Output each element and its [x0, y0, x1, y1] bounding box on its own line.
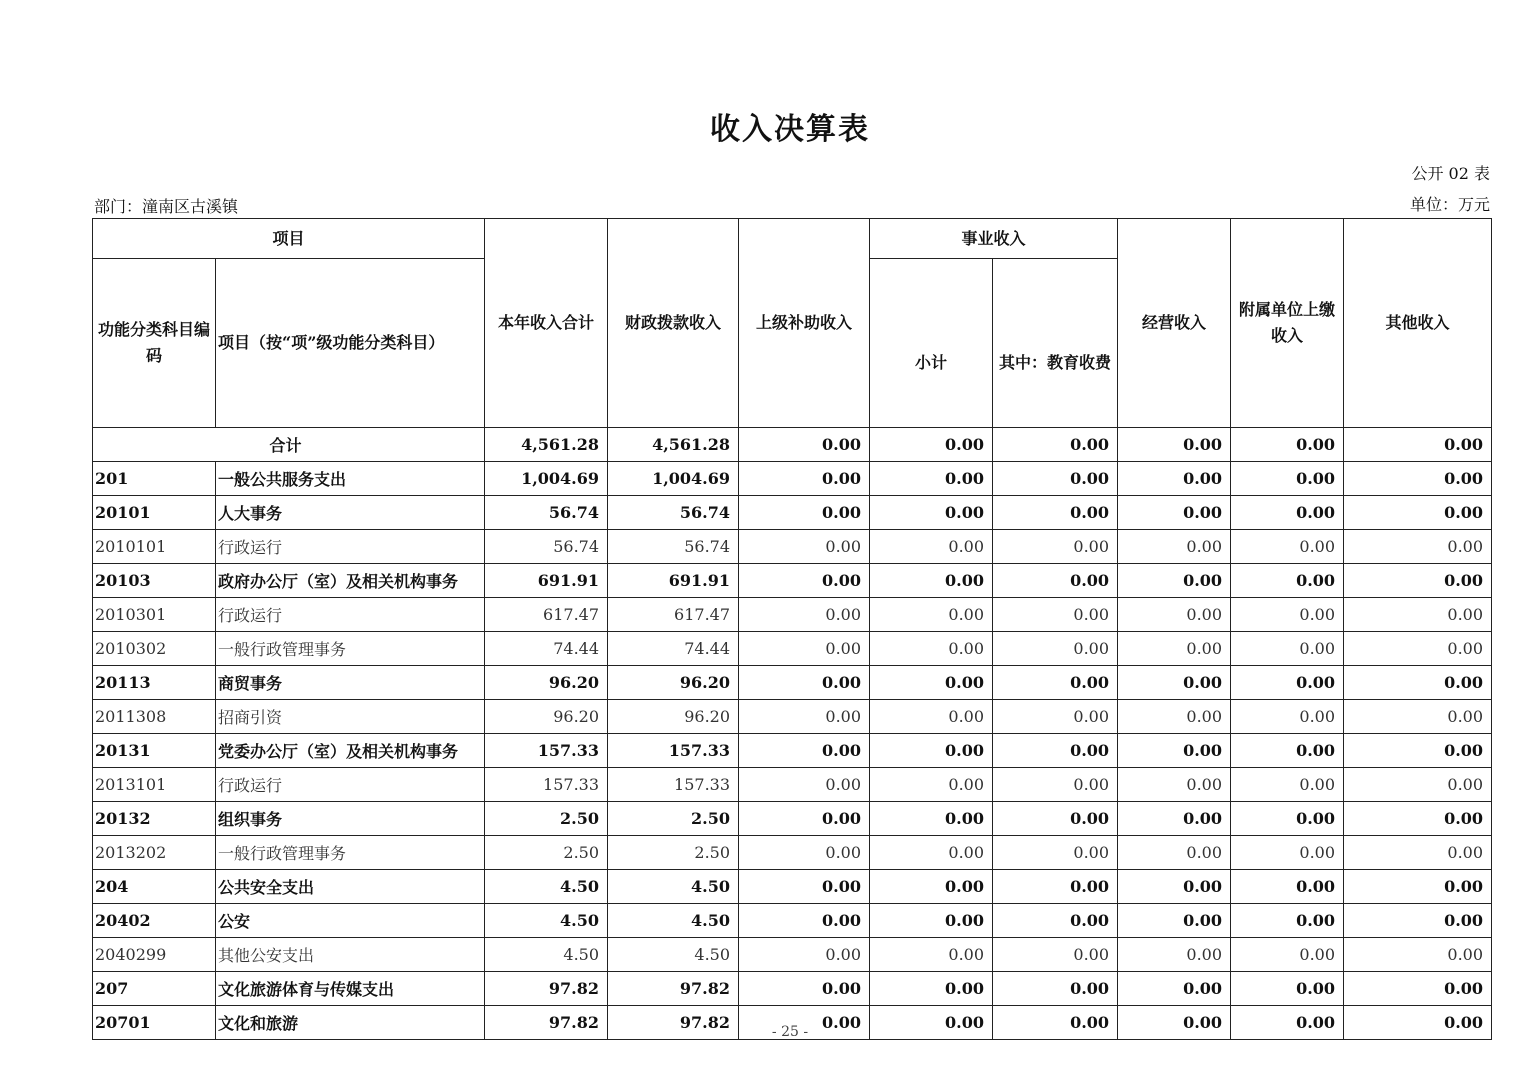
row-value: 56.74	[485, 496, 608, 530]
row-code: 2013202	[93, 836, 216, 870]
row-value: 0.00	[1118, 700, 1231, 734]
row-value: 0.00	[1118, 938, 1231, 972]
row-value: 0.00	[870, 598, 993, 632]
header-business-income: 事业收入	[870, 219, 1118, 259]
row-value: 0.00	[993, 768, 1118, 802]
row-value: 0.00	[1344, 904, 1492, 938]
row-name: 文化和旅游	[216, 1006, 485, 1040]
row-name: 招商引资	[216, 700, 485, 734]
row-value: 0.00	[739, 632, 870, 666]
row-value: 0.00	[870, 632, 993, 666]
table-row	[93, 598, 1492, 632]
row-value: 2.50	[608, 836, 739, 870]
row-value: 0.00	[993, 666, 1118, 700]
row-value: 0.00	[993, 700, 1118, 734]
row-value: 96.20	[608, 666, 739, 700]
total-cell: 0.00	[739, 428, 870, 462]
row-value: 0.00	[870, 836, 993, 870]
row-value: 0.00	[1118, 496, 1231, 530]
row-value: 0.00	[870, 496, 993, 530]
row-value: 157.33	[608, 768, 739, 802]
row-value: 96.20	[608, 700, 739, 734]
row-code: 20132	[93, 802, 216, 836]
row-value: 0.00	[739, 734, 870, 768]
row-code: 20402	[93, 904, 216, 938]
row-name: 公共安全支出	[216, 870, 485, 904]
table-row	[93, 768, 1492, 802]
row-value: 0.00	[993, 734, 1118, 768]
row-value: 4.50	[608, 904, 739, 938]
header-fiscal: 财政拨款收入	[608, 219, 739, 428]
row-name: 一般行政管理事务	[216, 836, 485, 870]
total-cell: 4,561.28	[608, 428, 739, 462]
row-code: 2011308	[93, 700, 216, 734]
row-value: 0.00	[1231, 734, 1344, 768]
header-affiliated: 附属单位上缴收入	[1231, 219, 1344, 428]
row-value: 0.00	[1118, 632, 1231, 666]
row-value: 0.00	[1118, 972, 1231, 1006]
header-project: 项目	[93, 219, 485, 259]
table-row	[93, 802, 1492, 836]
row-value: 617.47	[485, 598, 608, 632]
row-value: 0.00	[739, 564, 870, 598]
row-value: 0.00	[1231, 598, 1344, 632]
row-value: 0.00	[993, 564, 1118, 598]
row-value: 0.00	[1344, 870, 1492, 904]
row-value: 2.50	[485, 836, 608, 870]
table-row	[93, 836, 1492, 870]
total-cell: 0.00	[1231, 428, 1344, 462]
row-value: 0.00	[1344, 938, 1492, 972]
row-value: 0.00	[870, 700, 993, 734]
row-value: 0.00	[739, 530, 870, 564]
row-value: 96.20	[485, 700, 608, 734]
row-name: 商贸事务	[216, 666, 485, 700]
row-value: 157.33	[485, 768, 608, 802]
row-value: 56.74	[608, 496, 739, 530]
row-value: 0.00	[1118, 666, 1231, 700]
row-value: 0.00	[993, 530, 1118, 564]
department-label: 部门：潼南区古溪镇	[94, 197, 239, 216]
row-name: 行政运行	[216, 598, 485, 632]
row-value: 1,004.69	[608, 462, 739, 496]
row-value: 4.50	[485, 870, 608, 904]
table-code: 公开 02 表	[1411, 164, 1490, 183]
row-name: 一般行政管理事务	[216, 632, 485, 666]
row-value: 0.00	[1118, 734, 1231, 768]
table-row	[93, 700, 1492, 734]
row-value: 0.00	[1231, 496, 1344, 530]
total-label: 合计	[93, 428, 485, 462]
row-value: 97.82	[608, 1006, 739, 1040]
row-value: 0.00	[1231, 462, 1344, 496]
row-value: 0.00	[993, 496, 1118, 530]
table-row	[93, 734, 1492, 768]
row-value: 0.00	[1344, 700, 1492, 734]
row-value: 96.20	[485, 666, 608, 700]
row-code: 204	[93, 870, 216, 904]
row-value: 0.00	[1118, 598, 1231, 632]
row-value: 0.00	[739, 938, 870, 972]
row-value: 0.00	[1231, 802, 1344, 836]
row-value: 0.00	[739, 1006, 870, 1040]
page-title: 收入决算表	[710, 112, 870, 147]
row-name: 党委办公厅（室）及相关机构事务	[216, 734, 485, 768]
row-code: 2010302	[93, 632, 216, 666]
row-value: 4.50	[608, 938, 739, 972]
row-value: 0.00	[870, 938, 993, 972]
row-value: 97.82	[485, 1006, 608, 1040]
table-row	[93, 666, 1492, 700]
row-code: 20131	[93, 734, 216, 768]
row-value: 0.00	[1118, 870, 1231, 904]
row-value: 0.00	[993, 462, 1118, 496]
row-value: 0.00	[1344, 632, 1492, 666]
row-value: 0.00	[993, 836, 1118, 870]
table-row	[93, 904, 1492, 938]
row-name: 公安	[216, 904, 485, 938]
row-value: 0.00	[1118, 802, 1231, 836]
row-value: 0.00	[993, 802, 1118, 836]
row-value: 0.00	[1344, 530, 1492, 564]
row-value: 0.00	[739, 972, 870, 1006]
row-code: 2010101	[93, 530, 216, 564]
row-value: 157.33	[485, 734, 608, 768]
row-value: 0.00	[739, 802, 870, 836]
row-value: 0.00	[739, 496, 870, 530]
row-value: 0.00	[739, 462, 870, 496]
row-name: 行政运行	[216, 768, 485, 802]
row-value: 0.00	[1231, 666, 1344, 700]
row-value: 0.00	[993, 870, 1118, 904]
row-value: 617.47	[608, 598, 739, 632]
row-value: 4.50	[608, 870, 739, 904]
row-value: 74.44	[608, 632, 739, 666]
row-value: 0.00	[1344, 462, 1492, 496]
row-value: 691.91	[485, 564, 608, 598]
header-project-name: 项目（按“项”级功能分类科目）	[216, 259, 485, 428]
row-value: 2.50	[608, 802, 739, 836]
income-table	[92, 218, 1492, 1040]
table-row	[93, 564, 1492, 598]
header-operating: 经营收入	[1118, 219, 1231, 428]
row-value: 157.33	[608, 734, 739, 768]
row-value: 0.00	[870, 530, 993, 564]
row-value: 97.82	[485, 972, 608, 1006]
row-value: 56.74	[485, 530, 608, 564]
table-row	[93, 496, 1492, 530]
header-superior: 上级补助收入	[739, 219, 870, 428]
row-value: 0.00	[739, 904, 870, 938]
table-row	[93, 938, 1492, 972]
row-value: 0.00	[1118, 462, 1231, 496]
row-value: 0.00	[1344, 564, 1492, 598]
header-func-code: 功能分类科目编码	[93, 259, 216, 428]
row-value: 0.00	[1118, 768, 1231, 802]
row-value: 0.00	[1231, 870, 1344, 904]
row-value: 0.00	[870, 1006, 993, 1040]
header-education-fee: 其中：教育收费	[993, 259, 1118, 428]
row-value: 0.00	[739, 870, 870, 904]
row-value: 0.00	[1118, 836, 1231, 870]
row-code: 2040299	[93, 938, 216, 972]
row-code: 20701	[93, 1006, 216, 1040]
row-value: 0.00	[1231, 1006, 1344, 1040]
total-row	[93, 428, 1492, 462]
row-value: 0.00	[1231, 972, 1344, 1006]
row-name: 一般公共服务支出	[216, 462, 485, 496]
row-value: 0.00	[739, 700, 870, 734]
header-other: 其他收入	[1344, 219, 1492, 428]
row-value: 0.00	[1118, 530, 1231, 564]
total-cell: 4,561.28	[485, 428, 608, 462]
page-number: - 25 -	[771, 1024, 809, 1040]
row-value: 0.00	[1344, 1006, 1492, 1040]
row-value: 0.00	[1344, 972, 1492, 1006]
row-value: 0.00	[870, 666, 993, 700]
row-value: 0.00	[870, 904, 993, 938]
table-row	[93, 530, 1492, 564]
header-total-income: 本年收入合计	[485, 219, 608, 428]
row-value: 2.50	[485, 802, 608, 836]
row-value: 0.00	[1118, 1006, 1231, 1040]
row-code: 2013101	[93, 768, 216, 802]
table-row	[93, 870, 1492, 904]
row-name: 文化旅游体育与传媒支出	[216, 972, 485, 1006]
row-value: 0.00	[1231, 768, 1344, 802]
row-code: 20101	[93, 496, 216, 530]
row-name: 政府办公厅（室）及相关机构事务	[216, 564, 485, 598]
row-value: 0.00	[993, 1006, 1118, 1040]
row-value: 0.00	[739, 768, 870, 802]
row-value: 0.00	[870, 462, 993, 496]
row-code: 201	[93, 462, 216, 496]
row-value: 0.00	[1344, 598, 1492, 632]
row-value: 0.00	[1344, 768, 1492, 802]
row-value: 0.00	[1344, 802, 1492, 836]
row-value: 0.00	[1344, 666, 1492, 700]
row-code: 20113	[93, 666, 216, 700]
row-name: 其他公安支出	[216, 938, 485, 972]
table-row	[93, 972, 1492, 1006]
row-value: 0.00	[870, 870, 993, 904]
table-body	[93, 428, 1492, 1040]
row-value: 4.50	[485, 904, 608, 938]
row-value: 0.00	[1231, 700, 1344, 734]
row-value: 0.00	[1344, 836, 1492, 870]
row-value: 0.00	[739, 666, 870, 700]
total-cell: 0.00	[1344, 428, 1492, 462]
row-value: 0.00	[1118, 904, 1231, 938]
row-value: 0.00	[739, 598, 870, 632]
row-value: 0.00	[1231, 836, 1344, 870]
row-value: 1,004.69	[485, 462, 608, 496]
table-row	[93, 462, 1492, 496]
row-value: 4.50	[485, 938, 608, 972]
unit-label: 单位：万元	[1409, 195, 1490, 214]
row-value: 0.00	[870, 734, 993, 768]
total-cell: 0.00	[993, 428, 1118, 462]
row-value: 0.00	[993, 904, 1118, 938]
row-value: 0.00	[1231, 938, 1344, 972]
row-value: 0.00	[1231, 632, 1344, 666]
row-name: 行政运行	[216, 530, 485, 564]
row-value: 0.00	[870, 972, 993, 1006]
row-value: 0.00	[870, 802, 993, 836]
row-value: 74.44	[485, 632, 608, 666]
row-name: 组织事务	[216, 802, 485, 836]
row-value: 0.00	[993, 632, 1118, 666]
total-cell: 0.00	[1118, 428, 1231, 462]
total-cell: 0.00	[870, 428, 993, 462]
row-value: 97.82	[608, 972, 739, 1006]
row-value: 0.00	[1344, 734, 1492, 768]
row-value: 0.00	[1231, 564, 1344, 598]
row-value: 0.00	[1118, 564, 1231, 598]
row-code: 20103	[93, 564, 216, 598]
row-value: 0.00	[993, 972, 1118, 1006]
header-subtotal: 小计	[870, 259, 993, 428]
row-name: 人大事务	[216, 496, 485, 530]
row-value: 0.00	[993, 598, 1118, 632]
row-value: 691.91	[608, 564, 739, 598]
row-value: 0.00	[739, 836, 870, 870]
table-row	[93, 632, 1492, 666]
row-value: 0.00	[1231, 904, 1344, 938]
row-value: 0.00	[993, 938, 1118, 972]
row-code: 207	[93, 972, 216, 1006]
row-code: 2010301	[93, 598, 216, 632]
row-value: 56.74	[608, 530, 739, 564]
row-value: 0.00	[870, 768, 993, 802]
row-value: 0.00	[870, 564, 993, 598]
row-value: 0.00	[1344, 496, 1492, 530]
row-value: 0.00	[1231, 530, 1344, 564]
